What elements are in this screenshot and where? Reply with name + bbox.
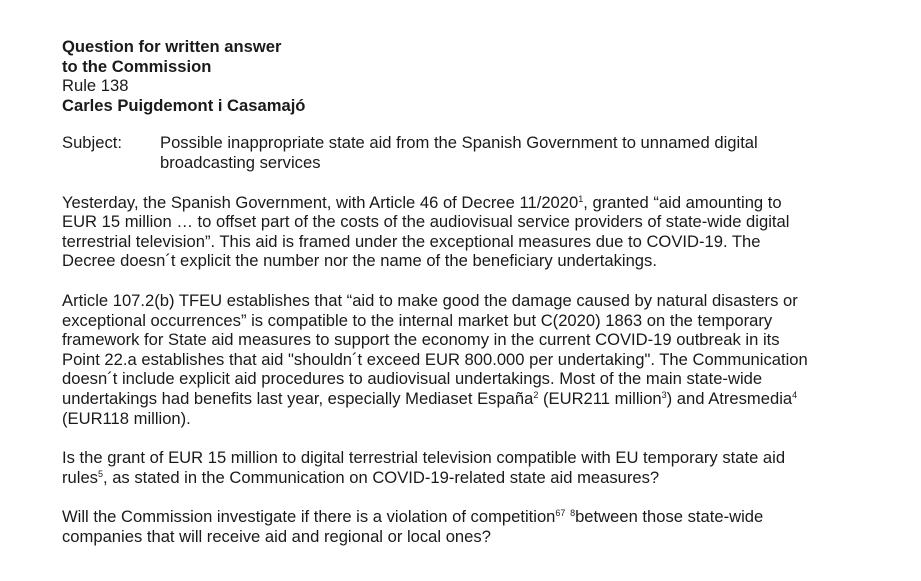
paragraph-line: Decree doesn´t explicit the number nor the name of the beneficiary undertakings. [62,251,657,271]
text-run: Yesterday, the Spanish Government, with Article 46 of Decree 11/2020 [62,192,579,212]
paragraph-line: exceptional occurrences” is compatible to the internal market but C(2020) 1863 on the temporary [62,310,773,330]
footnote-ref-6-7: 67 [555,508,566,519]
paragraph-line [62,193,881,213]
paragraph-line: terrestrial television”. This aid is framed under the exceptional measures due to COVID-19. The [62,231,761,251]
document-title-line2: to the Commission [62,56,212,76]
footnote-ref-5: 5 [97,468,103,479]
text-run: , as stated in the Communication on COVID-19-related state aid measures? [102,467,660,487]
paragraph-3 [62,448,881,487]
subject-label: Subject: [62,133,122,153]
footnote-ref-4: 4 [792,389,798,400]
paragraph-1 [62,193,881,271]
paragraph-line [62,507,881,527]
paragraph-line: framework for State aid measures to support the economy in the current COVID-19 outbreak in its [62,330,780,350]
paragraph-line: Is the grant of EUR 15 million to digital terrestrial television compatible with EU temporary state aid [62,448,786,468]
paragraph-line [62,468,881,488]
footnote-ref-1: 1 [578,193,584,204]
document-title-line1: Question for written answer [62,37,282,56]
subject-text [160,133,881,172]
text-run: Will the Commission investigate if there is a violation of competition [62,507,556,527]
text-run: , granted “aid amounting to [583,192,782,212]
paragraph-line: companies that will receive aid and regional or local ones? [62,526,491,546]
footnote-ref-2: 2 [533,389,539,400]
author-name: Carles Puigdemont i Casamajó [62,95,306,115]
paragraph-line: doesn´t include explicit aid procedures to audiovisual undertakings. Most of the main state-wide [62,369,763,389]
paragraph-line: EUR 15 million … to offset part of the costs of the audiovisual service providers of state-wide digital [62,212,790,232]
document-header [62,37,881,115]
text-run: rules [62,467,98,487]
paragraph-line [62,389,881,409]
subject-line: broadcasting services [160,152,321,172]
text-run: (EUR211 million [538,388,662,408]
paragraph-4 [62,507,881,546]
text-run: ) and Atresmedia [666,388,793,408]
rule-reference: Rule 138 [62,76,129,96]
text-run: between those state-wide [575,507,764,527]
paragraph-line: (EUR118 million). [62,408,191,428]
footnote-ref-8: 8 [570,508,576,519]
subject-line: Possible inappropriate state aid from the Spanish Government to unnamed digital [160,133,758,153]
footnote-ref-3: 3 [661,389,667,400]
paragraph-2 [62,291,881,428]
paragraph-line: Article 107.2(b) TFEU establishes that “aid to make good the damage caused by natural disasters or [62,290,798,310]
paragraph-line: Point 22.a establishes that aid "shouldn´t exceed EUR 800.000 per undertaking". The Communication [62,349,808,369]
subject-block [62,133,881,172]
text-run: undertakings had benefits last year, especially Mediaset España [62,388,534,408]
